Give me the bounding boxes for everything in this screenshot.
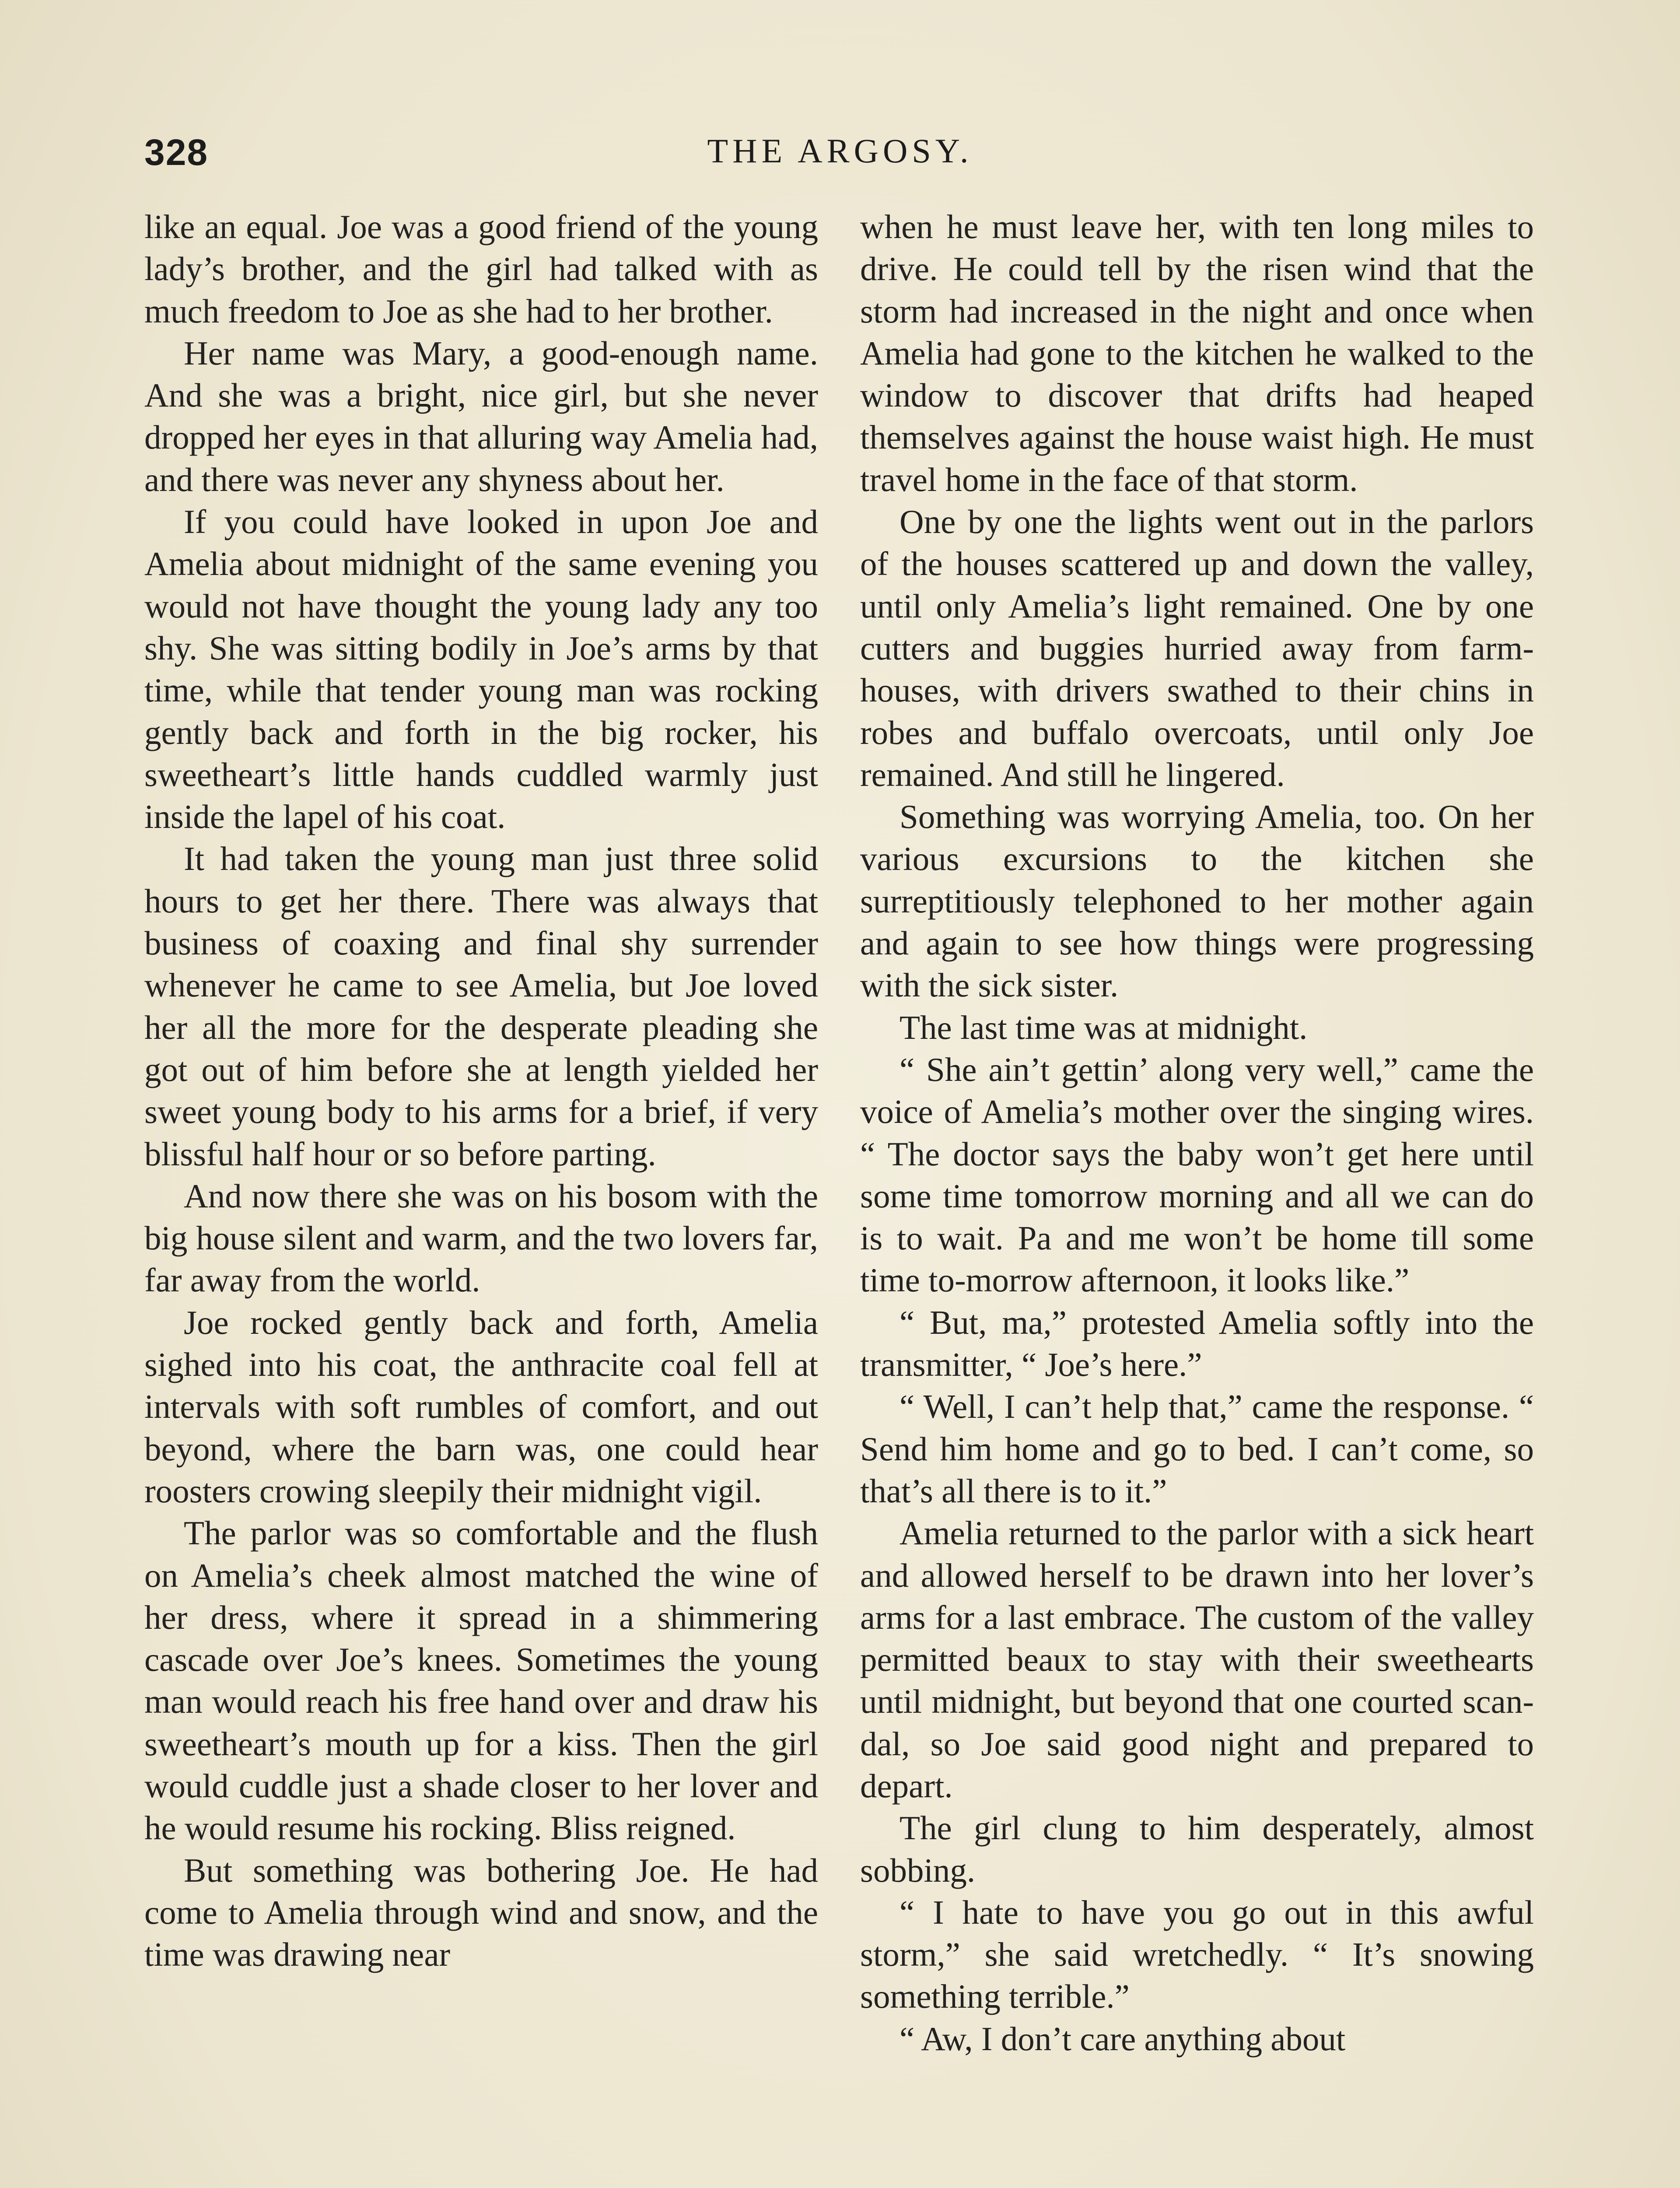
paragraph: And now there she was on his bosom with the big house silent and warm, and the two lovers far, far away from the world. xyxy=(144,1177,818,1299)
page-number: 328 xyxy=(144,132,209,173)
running-head: THE ARGOSY. xyxy=(707,132,973,170)
paragraph: Her name was Mary, a good-enough name. And she was a bright, nice girl, but she never dropped her eyes in that alluring way Amelia had, and there was never any shyness about her. xyxy=(144,334,818,498)
paragraph: It had taken the young man just three solid hours to get her there. There was always that business of coaxing and final shy surrender whenever he came to see Amelia, but Joe loved her all the more for the desperate pleading she got out of him before she at length yielded her sweet young body to his arms for a brief, if very blissful half hour or so before parting. xyxy=(144,840,818,1173)
paragraph: “ Aw, I don’t care anything about xyxy=(900,2020,1346,2058)
paragraph: But something was bothering Joe. He had come to Amelia through wind and snow, and the time was drawing near xyxy=(144,1851,818,1974)
paragraph: If you could have looked in upon Joe and Amelia about midnight of the same evening you would not have thought the young lady any too shy. She was sitting bodily in Joe’s arms by that time, while that tender young man was rocking gently back and forth in the big rocker, his sweetheart’s little hands cuddled warmly just inside the lapel of his coat. xyxy=(144,503,818,836)
paragraph: “ I hate to have you go out in this awful storm,” she said wretchedly. “ It’s snowing something terrible.” xyxy=(860,1893,1534,2016)
left-column xyxy=(144,206,818,1975)
paragraph: “ She ain’t gettin’ along very well,” came the voice of Amelia’s mother over the singing wires. “ The doctor says the baby won’t get here until some time tomorrow morning and all we can do is to wait. Pa and me won’t be home till some time to-morrow afternoon, it looks like.” xyxy=(860,1050,1534,1299)
paragraph: The parlor was so comfortable and the flush on Amelia’s cheek almost matched the wine of her dress, where it spread in a shimmering cascade over Joe’s knees. Sometimes the young man would reach his free hand over and draw his sweetheart’s mouth up for a kiss. Then the girl would cuddle just a shade closer to her lover and he would resume his rocking. Bliss reigned. xyxy=(144,1514,818,1847)
paragraph: “ But, ma,” protested Amelia softly into the transmitter, “ Joe’s here.” xyxy=(860,1303,1534,1384)
paragraph: like an equal. Joe was a good friend of the young lady’s brother, and the girl had talked with as much freedom to Joe as she had to her brother. xyxy=(144,208,818,330)
paragraph: The girl clung to him desperately, almost sobbing. xyxy=(860,1809,1534,1889)
paragraph: “ Well, I can’t help that,” came the response. “ Send him home and go to bed. I can’t come, so that’s all there is to it.” xyxy=(860,1388,1534,1510)
paragraph: Something was worrying Amelia, too. On her various excursions to the kitchen she surreptitiously telephoned to her mother again and again to see how things were progressing with the sick sister. xyxy=(860,798,1534,1004)
paragraph: when he must leave her, with ten long miles to drive. He could tell by the risen wind that the storm had increased in the night and once when Amelia had gone to the kitchen he walked to the window to discover that drifts had heaped themselves against the house waist high. He must travel home in the face of that storm. xyxy=(860,208,1534,498)
paragraph: Joe rocked gently back and forth, Amelia sighed into his coat, the anthracite coal fell at intervals with soft rumbles of comfort, and out beyond, where the barn was, one could hear roosters crowing sleepily their midnight vigil. xyxy=(144,1303,818,1510)
right-column xyxy=(860,206,1534,2060)
paragraph: One by one the lights went out in the parlors of the houses scattered up and down the valley, until only Amelia’s light remained. One by one cutters and buggies hurried away from farm-houses, with drivers swathed to their chins in robes and buffalo overcoats, until only Joe remained. And still he lingered. xyxy=(860,503,1534,793)
paragraph: The last time was at midnight. xyxy=(900,1008,1308,1046)
paragraph: Amelia returned to the parlor with a sick heart and allowed herself to be drawn into her lover’s arms for a last embrace. The custom of the valley permitted beaux to stay with their sweethearts until midnight, but beyond that one courted scandal, so Joe said good night and prepared to depart. xyxy=(860,1514,1534,1805)
page-header xyxy=(144,131,1536,184)
